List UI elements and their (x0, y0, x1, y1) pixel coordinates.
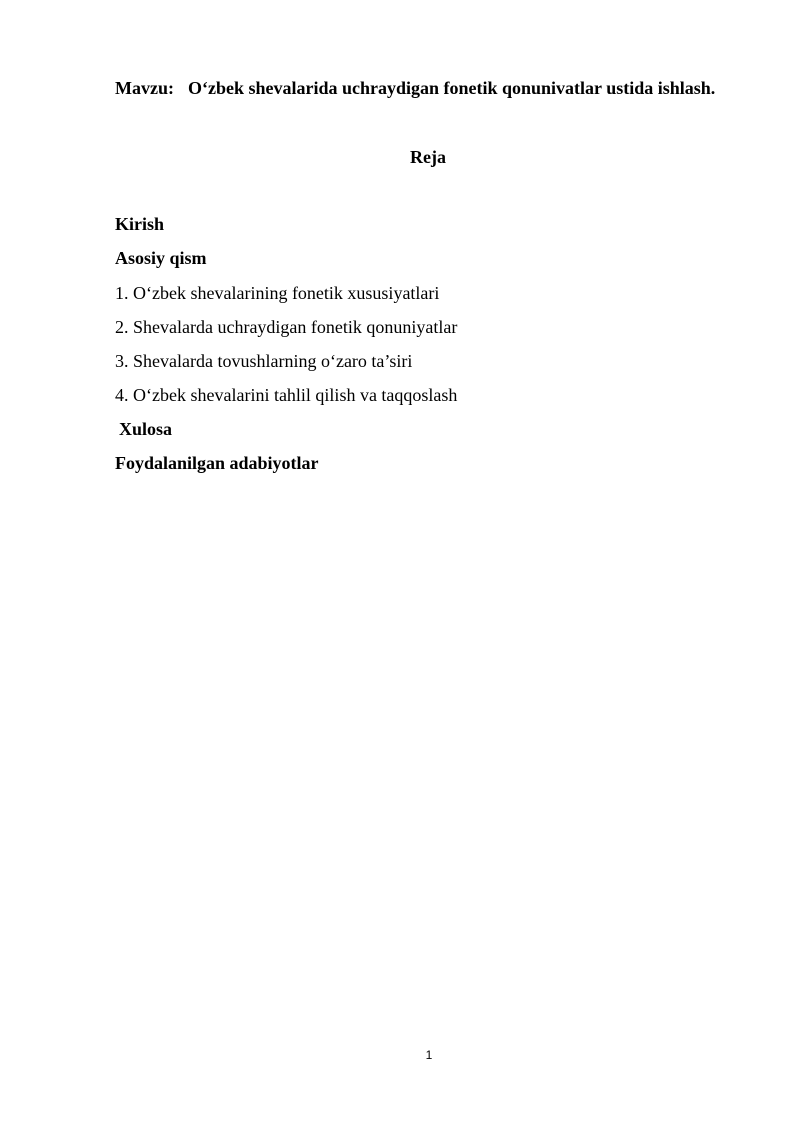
plan-item-main-part: Asosiy qism (115, 248, 207, 268)
plan-item-references: Foydalanilgan adabiyotlar (115, 453, 319, 473)
plan-title: Reja (410, 147, 446, 167)
plan-subitem-1: 1. O‘zbek shevalarining fonetik xususiyatlari (115, 283, 440, 303)
page-number: 1 (425, 1048, 433, 1062)
plan-subitem-3: 3. Shevalarda tovushlarning o‘zaro ta’siri (115, 351, 413, 371)
topic-text: O‘zbek shevalarida uchraydigan fonetik qonunivatlar ustida ishlash. (187, 78, 716, 98)
document-topic (115, 77, 715, 99)
plan-item-intro: Kirish (115, 214, 165, 234)
plan-subitem-4: 4. O‘zbek shevalarini tahlil qilish va taqqoslash (115, 385, 458, 405)
plan-item-conclusion: Xulosa (119, 419, 173, 439)
plan-subitem-2: 2. Shevalarda uchraydigan fonetik qonuniyatlar (115, 317, 458, 337)
topic-label: Mavzu: (115, 78, 174, 98)
